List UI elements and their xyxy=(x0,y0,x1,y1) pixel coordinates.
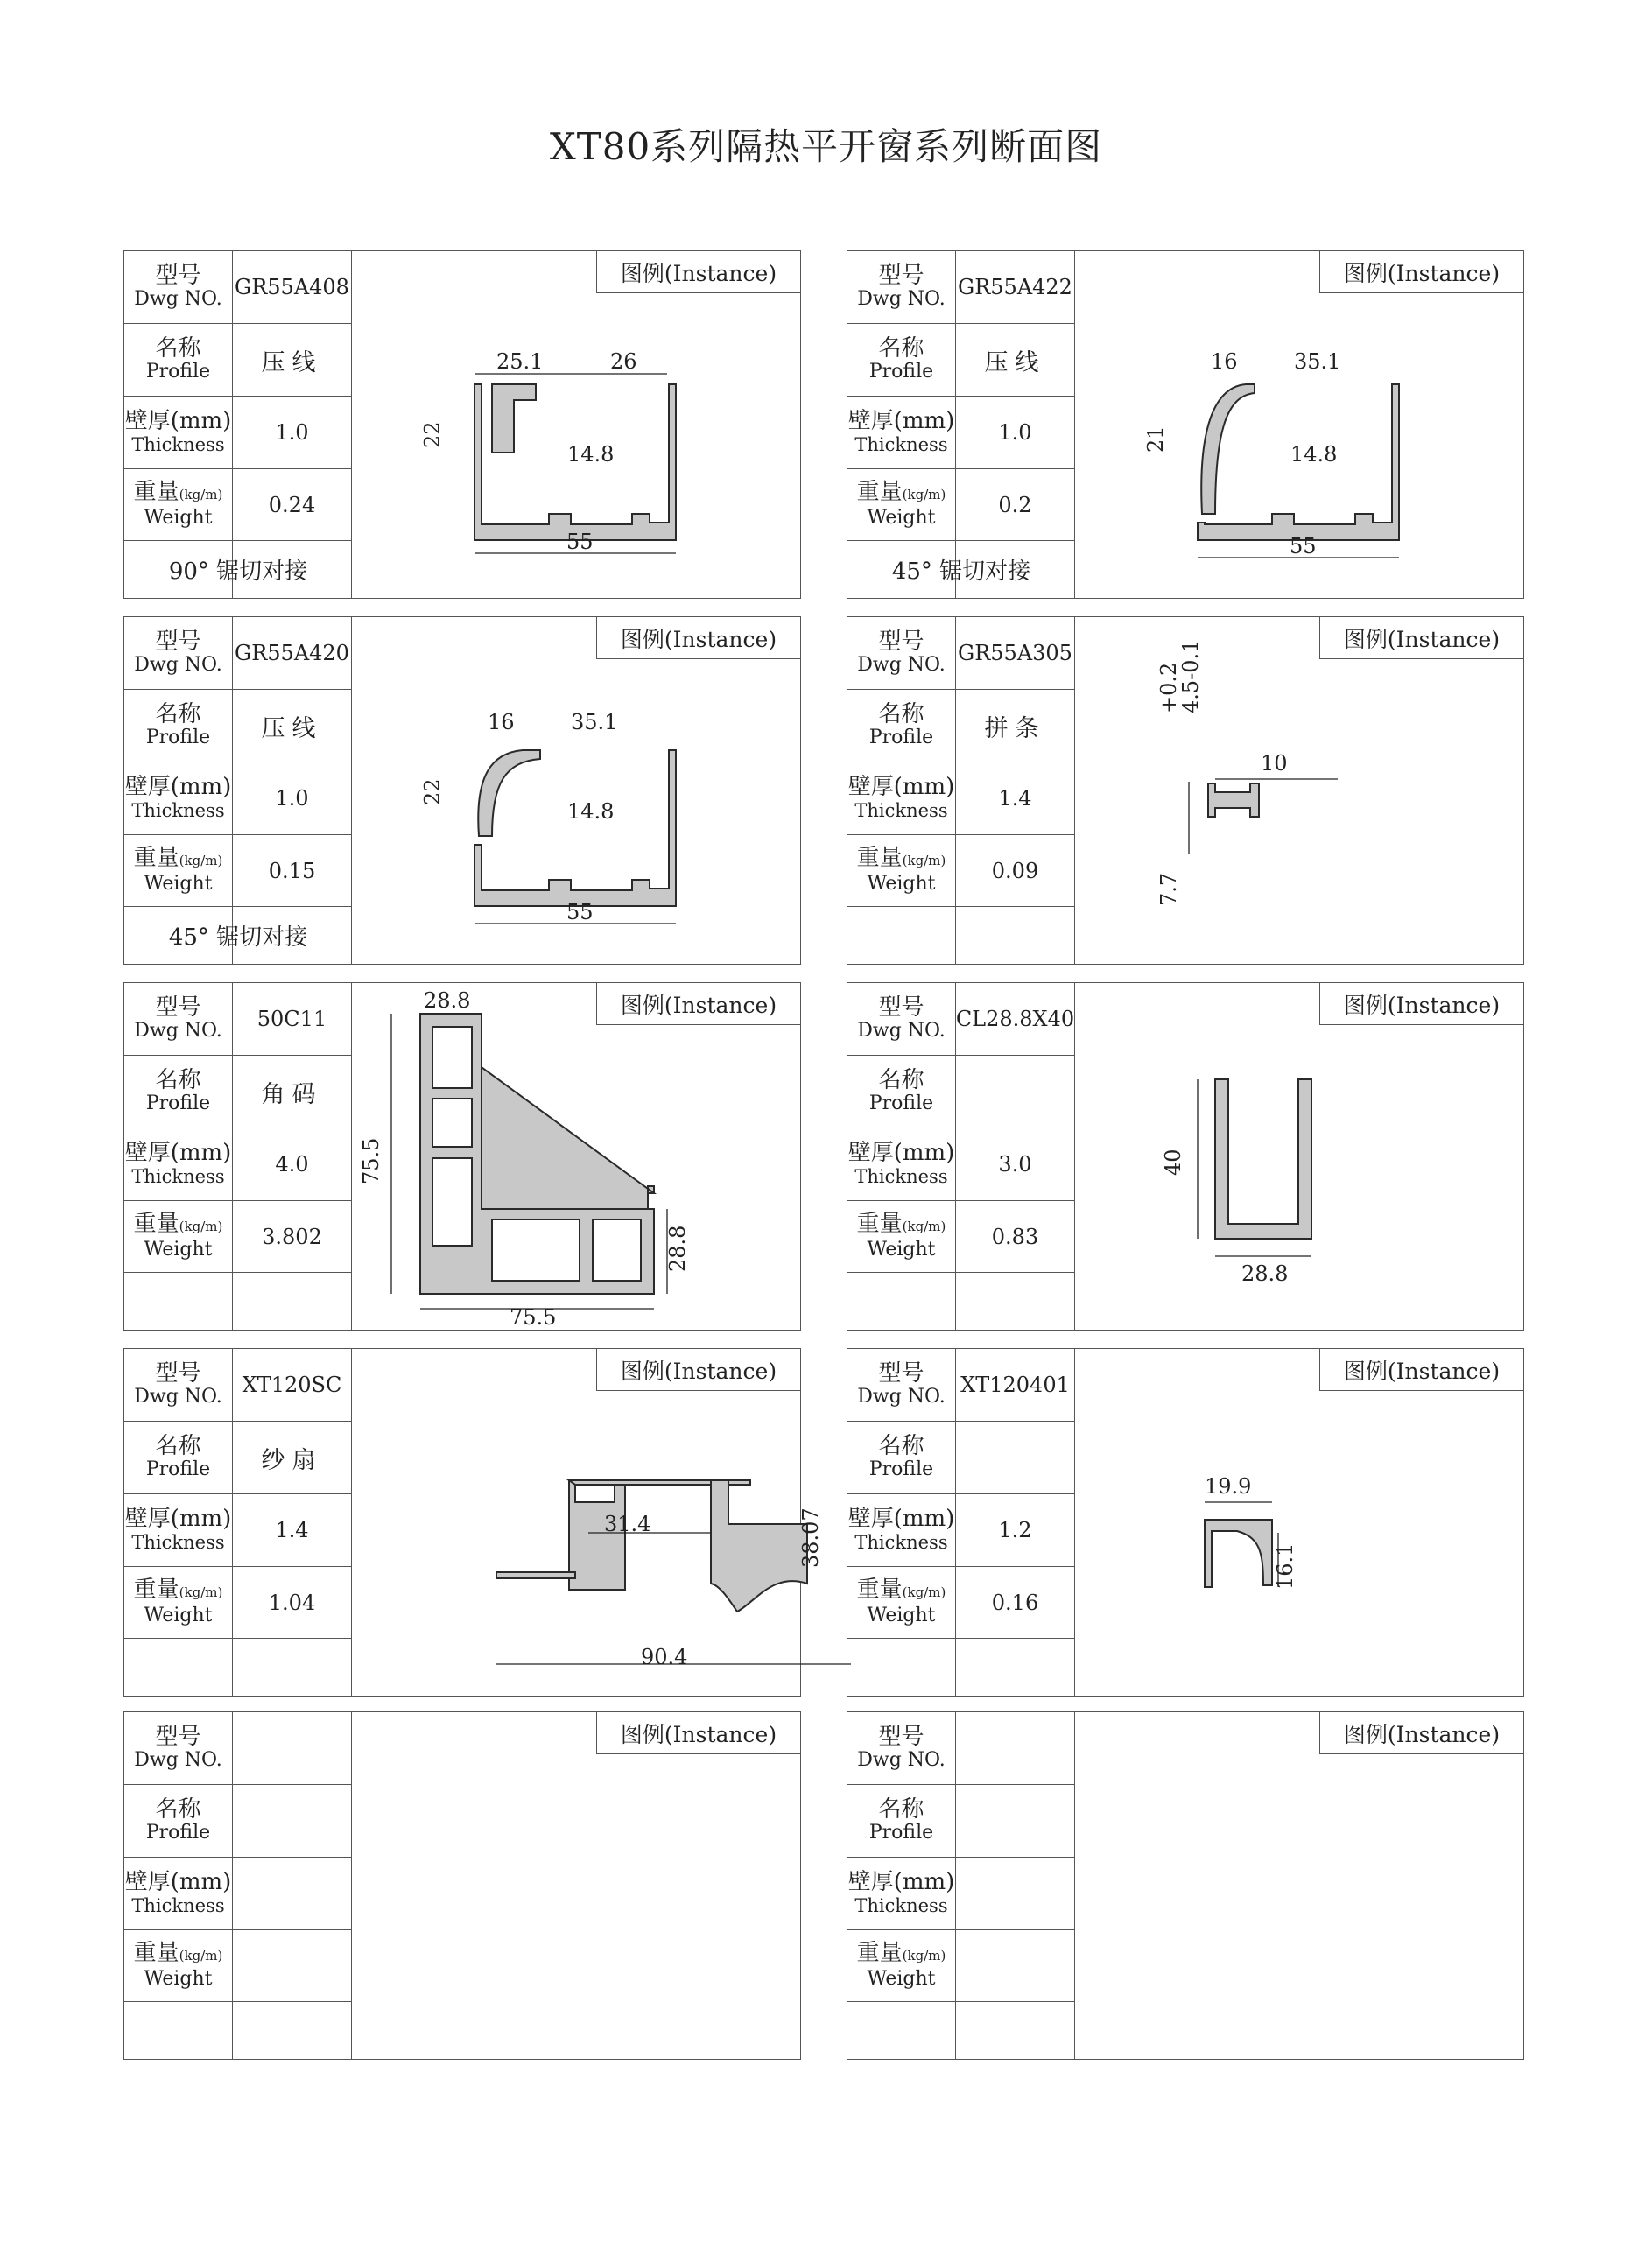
profile-card xyxy=(847,250,1524,599)
profile-label-cn: 名称 xyxy=(155,335,201,362)
dwg-label-cn: 型号 xyxy=(155,629,201,655)
profile-value: 角码 xyxy=(261,1080,323,1108)
weight-label-en: Weight xyxy=(144,1968,213,1990)
dwg-label-en: Dwg NO. xyxy=(857,1749,946,1771)
dim-label: 16 xyxy=(488,710,515,734)
dim-label: 31.4 xyxy=(604,1512,651,1536)
profile-drawing xyxy=(352,251,637,598)
profile-label-en: Profile xyxy=(145,361,211,383)
cut-note xyxy=(847,1639,1075,1696)
dim-label: +0.2 xyxy=(1156,662,1181,713)
thickness-label-cn: 壁厚(mm) xyxy=(847,1869,955,1895)
dim-label: 35.1 xyxy=(1294,349,1341,374)
instance-legend: 图例(Instance) xyxy=(596,617,800,659)
dim-label: 38.07 xyxy=(798,1507,823,1568)
thickness-label-cn: 壁厚(mm) xyxy=(847,1506,955,1532)
weight-value: 3.802 xyxy=(262,1224,322,1249)
dim-label: 90.4 xyxy=(641,1645,688,1669)
profile-value: 压线 xyxy=(261,714,323,742)
profile-label-cn: 名称 xyxy=(878,1796,924,1823)
dwg-label-en: Dwg NO. xyxy=(857,288,946,310)
dim-label: 14.8 xyxy=(567,799,615,824)
thickness-label-cn: 壁厚(mm) xyxy=(124,774,232,800)
weight-value: 1.04 xyxy=(268,1590,316,1615)
weight-value: 0.24 xyxy=(268,492,316,517)
profile-label-cn: 名称 xyxy=(878,335,924,362)
dim-label: 22 xyxy=(420,421,445,448)
dim-label: 75.5 xyxy=(510,1305,557,1330)
instance-legend: 图例(Instance) xyxy=(596,1349,800,1391)
instance-legend: 图例(Instance) xyxy=(1319,983,1523,1025)
weight-value: 0.15 xyxy=(268,858,316,883)
cut-note xyxy=(847,1273,1075,1330)
thickness-value: 1.4 xyxy=(998,786,1032,811)
dwg-label-en: Dwg NO. xyxy=(857,1020,946,1042)
dim-label: 55 xyxy=(1290,534,1317,558)
profile-drawing xyxy=(1075,983,1338,1330)
thickness-value: 1.0 xyxy=(275,786,309,811)
profile-value: 压线 xyxy=(984,348,1046,376)
profile-card xyxy=(123,1348,823,1697)
profile-label-en: Profile xyxy=(145,1822,211,1844)
profile-card xyxy=(123,982,801,1331)
dwg-label-en: Dwg NO. xyxy=(134,654,222,676)
weight-label-cn: 重量(kg/m) xyxy=(133,1577,223,1603)
profile-value: 拼条 xyxy=(984,714,1046,742)
profile-label-cn: 名称 xyxy=(878,1433,924,1459)
instance-legend: 图例(Instance) xyxy=(596,983,800,1025)
thickness-value: 1.4 xyxy=(275,1518,309,1542)
thickness-value: 1.0 xyxy=(998,420,1032,445)
profile-card xyxy=(847,982,1524,1331)
dim-label: 26 xyxy=(610,349,637,374)
weight-label-en: Weight xyxy=(867,1605,936,1626)
dwg-value: XT120401 xyxy=(960,1373,1070,1397)
dwg-label-cn: 型号 xyxy=(155,1724,201,1750)
thickness-label-en: Thickness xyxy=(131,1895,225,1916)
dwg-label-en: Dwg NO. xyxy=(134,1020,222,1042)
thickness-value: 1.2 xyxy=(998,1518,1032,1542)
thickness-label-en: Thickness xyxy=(854,1532,948,1553)
cut-note xyxy=(847,2002,1075,2059)
thickness-label-cn: 壁厚(mm) xyxy=(847,408,955,434)
dim-label: 14.8 xyxy=(1290,442,1338,467)
dim-label: 19.9 xyxy=(1205,1474,1252,1499)
profile-value: 压线 xyxy=(261,348,323,376)
profile-label-cn: 名称 xyxy=(155,1796,201,1823)
profile-card xyxy=(847,616,1524,965)
dwg-value: GR55A422 xyxy=(958,275,1072,299)
thickness-label-cn: 壁厚(mm) xyxy=(124,1140,232,1166)
profile-drawing xyxy=(352,617,618,964)
dim-label: 55 xyxy=(566,530,594,554)
thickness-value: 1.0 xyxy=(275,420,309,445)
instance-legend: 图例(Instance) xyxy=(1319,251,1523,293)
instance-legend: 图例(Instance) xyxy=(1319,1349,1523,1391)
dim-label: 35.1 xyxy=(571,710,618,734)
dwg-label-en: Dwg NO. xyxy=(134,1749,222,1771)
dwg-label-cn: 型号 xyxy=(878,1724,924,1750)
weight-label-cn: 重量(kg/m) xyxy=(133,1211,223,1237)
dwg-label-en: Dwg NO. xyxy=(134,288,222,310)
thickness-label-cn: 壁厚(mm) xyxy=(124,1869,232,1895)
dim-label: 16.1 xyxy=(1273,1542,1297,1590)
weight-label-cn: 重量(kg/m) xyxy=(856,845,946,871)
dwg-label-cn: 型号 xyxy=(878,1360,924,1387)
thickness-label-en: Thickness xyxy=(131,1166,225,1187)
cut-note: 90° 锯切对接 xyxy=(168,558,308,585)
thickness-label-en: Thickness xyxy=(131,434,225,455)
profile-label-en: Profile xyxy=(868,1458,934,1480)
page-title: XT80系列隔热平开窗系列断面图 xyxy=(549,125,1103,168)
weight-label-cn: 重量(kg/m) xyxy=(133,479,223,505)
thickness-label-cn: 壁厚(mm) xyxy=(847,1140,955,1166)
thickness-label-cn: 壁厚(mm) xyxy=(124,1506,232,1532)
profile-label-cn: 名称 xyxy=(155,1433,201,1459)
profile-label-en: Profile xyxy=(145,1092,211,1114)
dim-label: 28.8 xyxy=(1241,1261,1289,1286)
profile-card xyxy=(123,1711,801,2060)
weight-label-cn: 重量(kg/m) xyxy=(856,1940,946,1966)
dim-label: 4.5-0.1 xyxy=(1178,639,1203,713)
weight-label-en: Weight xyxy=(867,1239,936,1261)
thickness-value: 4.0 xyxy=(275,1152,309,1177)
thickness-label-en: Thickness xyxy=(854,800,948,821)
dim-label: 40 xyxy=(1161,1149,1185,1176)
dwg-label-cn: 型号 xyxy=(878,629,924,655)
profile-label-cn: 名称 xyxy=(155,701,201,727)
weight-label-cn: 重量(kg/m) xyxy=(856,1211,946,1237)
dim-label: 75.5 xyxy=(359,1137,383,1184)
cut-note xyxy=(847,907,1075,964)
profile-label-en: Profile xyxy=(868,1822,934,1844)
weight-label-cn: 重量(kg/m) xyxy=(856,1577,946,1603)
profile-card xyxy=(123,250,801,599)
dwg-label-cn: 型号 xyxy=(155,263,201,289)
dwg-value: XT120SC xyxy=(242,1373,342,1397)
profile-card xyxy=(847,1711,1524,2060)
weight-label-en: Weight xyxy=(144,1605,213,1626)
weight-label-en: Weight xyxy=(867,507,936,529)
weight-value: 0.09 xyxy=(991,858,1039,883)
profile-label-cn: 名称 xyxy=(878,701,924,727)
profile-drawing xyxy=(1075,617,1338,964)
profile-label-cn: 名称 xyxy=(878,1067,924,1093)
profile-drawing xyxy=(352,983,877,1330)
dim-label: 16 xyxy=(1211,349,1238,374)
thickness-label-en: Thickness xyxy=(854,1895,948,1916)
weight-label-en: Weight xyxy=(144,507,213,529)
weight-value: 0.83 xyxy=(991,1224,1039,1249)
weight-value: 0.2 xyxy=(998,492,1032,517)
instance-legend: 图例(Instance) xyxy=(596,251,800,293)
thickness-label-cn: 壁厚(mm) xyxy=(124,408,232,434)
profile-card xyxy=(847,1348,1524,1697)
profile-label-en: Profile xyxy=(868,727,934,748)
thickness-label-en: Thickness xyxy=(854,434,948,455)
dim-label: 21 xyxy=(1143,425,1168,453)
dim-label: 10 xyxy=(1261,751,1288,776)
thickness-label-cn: 壁厚(mm) xyxy=(847,774,955,800)
profile-label-cn: 名称 xyxy=(155,1067,201,1093)
thickness-label-en: Thickness xyxy=(854,1166,948,1187)
dwg-label-en: Dwg NO. xyxy=(857,654,946,676)
instance-legend: 图例(Instance) xyxy=(596,1712,800,1754)
profile-drawing xyxy=(1075,251,1341,598)
profile-drawing xyxy=(1075,1349,1338,1696)
dwg-label-en: Dwg NO. xyxy=(134,1386,222,1408)
dim-label: 25.1 xyxy=(496,349,544,374)
weight-label-en: Weight xyxy=(867,873,936,895)
dwg-value: GR55A408 xyxy=(235,275,349,299)
dwg-value: CL28.8X40 xyxy=(955,1007,1075,1031)
dwg-value: 50C11 xyxy=(257,1007,327,1031)
profile-value: 纱扇 xyxy=(261,1446,323,1474)
dim-label: 7.7 xyxy=(1156,872,1181,906)
thickness-label-en: Thickness xyxy=(131,800,225,821)
dwg-label-cn: 型号 xyxy=(878,263,924,289)
profile-label-en: Profile xyxy=(868,361,934,383)
cut-note xyxy=(124,2002,352,2059)
profile-label-en: Profile xyxy=(145,727,211,748)
profile-label-en: Profile xyxy=(145,1458,211,1480)
dwg-label-cn: 型号 xyxy=(155,1360,201,1387)
weight-label-en: Weight xyxy=(144,1239,213,1261)
instance-legend: 图例(Instance) xyxy=(1319,1712,1523,1754)
profile-label-en: Profile xyxy=(868,1092,934,1114)
dim-label: 55 xyxy=(566,900,594,924)
cut-note xyxy=(124,1273,352,1330)
weight-label-cn: 重量(kg/m) xyxy=(133,1940,223,1966)
thickness-label-en: Thickness xyxy=(131,1532,225,1553)
instance-legend: 图例(Instance) xyxy=(1319,617,1523,659)
dwg-label-cn: 型号 xyxy=(155,994,201,1021)
thickness-value: 3.0 xyxy=(998,1152,1032,1177)
dwg-label-en: Dwg NO. xyxy=(857,1386,946,1408)
dwg-value: GR55A305 xyxy=(958,641,1072,665)
profile-card xyxy=(123,616,801,965)
dim-label: 28.8 xyxy=(424,988,471,1013)
weight-label-cn: 重量(kg/m) xyxy=(133,845,223,871)
weight-value: 0.16 xyxy=(991,1590,1039,1615)
weight-label-en: Weight xyxy=(144,873,213,895)
dim-label: 22 xyxy=(420,778,445,805)
dwg-value: GR55A420 xyxy=(235,641,349,665)
cut-note: 45° 锯切对接 xyxy=(891,558,1031,585)
dwg-label-cn: 型号 xyxy=(878,994,924,1021)
dim-label: 14.8 xyxy=(567,442,615,467)
weight-label-cn: 重量(kg/m) xyxy=(856,479,946,505)
weight-label-en: Weight xyxy=(867,1968,936,1990)
dim-label: 28.8 xyxy=(665,1225,690,1272)
cut-note: 45° 锯切对接 xyxy=(168,924,308,951)
